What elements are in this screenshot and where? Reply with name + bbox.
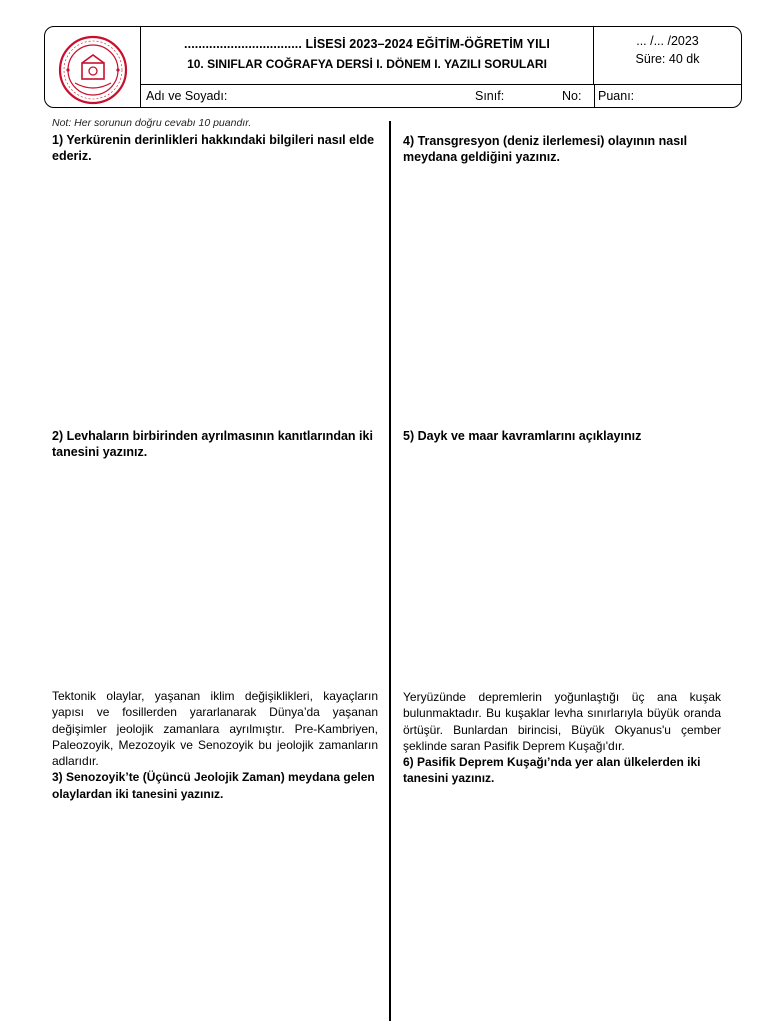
scoring-note: Not: Her sorunun doğru cevabı 10 puandır. xyxy=(52,117,252,129)
info-divider xyxy=(594,85,595,108)
question-3-block xyxy=(52,688,378,802)
number-label: No: xyxy=(562,89,582,103)
question-6-intro: Yeryüzünde depremlerin yoğunlaştığı üç ana kuşak bulunmaktadır. Bu kuşaklar levha sınırlarıyla büyük oranda örtüşür. Bunlardan birincisi, Büyük Okyanus'u çember şeklinde saran Pasifik Deprem Kuşağı'dır. xyxy=(403,690,721,753)
exam-date: ... /... /2023 xyxy=(636,34,699,48)
student-info-row xyxy=(141,84,741,108)
question-5: 5) Dayk ve maar kavramlarını açıklayınız xyxy=(403,429,642,443)
date-cell xyxy=(594,27,741,84)
score-label: Puanı: xyxy=(598,89,635,103)
title-cell xyxy=(141,27,594,84)
school-title: ................................. LİSESİ 2023–2024 EĞİTİM-ÖĞRETİM YILI xyxy=(184,37,550,51)
column-divider xyxy=(389,121,391,1021)
logo-cell xyxy=(45,27,141,107)
question-3: 3) Senozoyik’te (Üçüncü Jeolojik Zaman) meydana gelen olaylardan iki tanesini yazınız. xyxy=(52,770,375,801)
name-label: Adı ve Soyadı: xyxy=(146,89,228,103)
class-label: Sınıf: xyxy=(475,89,505,103)
exam-title: 10. SINIFLAR COĞRAFYA DERSİ I. DÖNEM I. YAZILI SORULARI xyxy=(187,57,547,71)
question-1: 1) Yerkürenin derinlikleri hakkındaki bilgileri nasıl elde ederiz. xyxy=(52,133,375,163)
question-6-block xyxy=(403,689,721,787)
exam-duration: Süre: 40 dk xyxy=(635,52,700,66)
exam-header xyxy=(44,26,742,108)
question-4: 4) Transgresyon (deniz ilerlemesi) olayının nasıl meydana geldiğini yazınız. xyxy=(403,134,688,164)
question-3-intro: Tektonik olaylar, yaşanan iklim değişiklikleri, kayaçların yapısı ve fosillerden yararlanarak Dünya’da yaşanan değişimler jeolojik zamanlara ayrılmıştır. Pre-Kambriyen, Paleozoyik, Mezozoyik ve Senozoyik bu jeolojik zamanların adlarıdır. xyxy=(52,689,378,769)
ministry-of-education-seal-icon xyxy=(55,35,131,105)
question-6: 6) Pasifik Deprem Kuşağı’nda yer alan ülkelerden iki tanesini yazınız. xyxy=(403,755,701,786)
question-2: 2) Levhaların birbirinden ayrılmasının kanıtlarından iki tanesini yazınız. xyxy=(52,429,373,459)
